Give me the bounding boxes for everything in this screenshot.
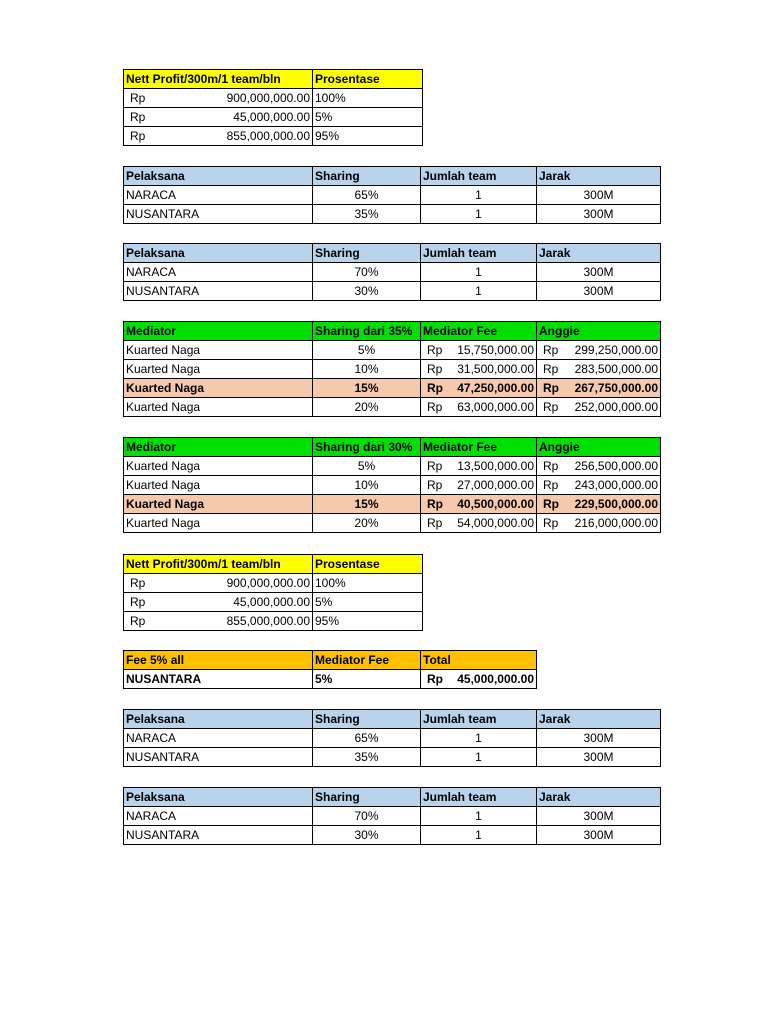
- sharing-cell[interactable]: 65%: [313, 186, 421, 205]
- header-cell[interactable]: Jumlah team: [421, 167, 537, 186]
- table-row: [124, 457, 661, 476]
- name-cell[interactable]: Kuarted Naga: [124, 457, 313, 476]
- name-cell[interactable]: Kuarted Naga: [124, 379, 313, 398]
- name-cell[interactable]: Kuarted Naga: [124, 341, 313, 360]
- sharing-cell[interactable]: 20%: [313, 398, 421, 417]
- pelaksana-table-1-header: [124, 167, 661, 186]
- sharing-cell[interactable]: 20%: [313, 514, 421, 533]
- header-cell[interactable]: Sharing: [313, 710, 421, 729]
- anggie-cell[interactable]: Rp 229,500,000.00: [537, 495, 661, 514]
- amount-cell[interactable]: Rp 45,000,000.00: [124, 108, 313, 127]
- amount-cell[interactable]: Rp 900,000,000.00: [124, 574, 313, 593]
- percent-cell[interactable]: 95%: [313, 612, 423, 631]
- fee-cell[interactable]: Rp 54,000,000.00: [421, 514, 537, 533]
- header-cell[interactable]: Sharing: [313, 788, 421, 807]
- team-cell[interactable]: 1: [421, 263, 537, 282]
- pelaksana-table-3: [123, 709, 661, 767]
- header-cell[interactable]: Fee 5% all: [124, 651, 313, 670]
- table-row: [124, 748, 661, 767]
- profit-table-1-header: [124, 70, 423, 89]
- fee-cell[interactable]: Rp 13,500,000.00: [421, 457, 537, 476]
- pelaksana-table-2-header: [124, 244, 661, 263]
- name-cell[interactable]: Kuarted Naga: [124, 514, 313, 533]
- table-row: [124, 108, 423, 127]
- name-cell[interactable]: NUSANTARA: [124, 205, 313, 224]
- header-cell[interactable]: Sharing: [313, 244, 421, 263]
- header-cell[interactable]: Jarak: [537, 167, 661, 186]
- anggie-cell[interactable]: Rp 216,000,000.00: [537, 514, 661, 533]
- jarak-cell[interactable]: 300M: [537, 205, 661, 224]
- team-cell[interactable]: 1: [421, 807, 537, 826]
- name-cell[interactable]: NUSANTARA: [124, 670, 313, 689]
- sharing-cell[interactable]: 65%: [313, 729, 421, 748]
- team-cell[interactable]: 1: [421, 748, 537, 767]
- table-row: [124, 360, 661, 379]
- team-cell[interactable]: 1: [421, 205, 537, 224]
- profit-table-2-header: [124, 555, 423, 574]
- table-row: [124, 729, 661, 748]
- jarak-cell[interactable]: 300M: [537, 729, 661, 748]
- pelaksana-table-4: [123, 787, 661, 845]
- fee-cell[interactable]: Rp 47,250,000.00: [421, 379, 537, 398]
- fee-cell[interactable]: Rp 27,000,000.00: [421, 476, 537, 495]
- percent-cell[interactable]: 100%: [313, 89, 423, 108]
- sharing-cell[interactable]: 5%: [313, 341, 421, 360]
- fee-cell[interactable]: Rp 63,000,000.00: [421, 398, 537, 417]
- team-cell[interactable]: 1: [421, 186, 537, 205]
- amount-cell[interactable]: Rp 900,000,000.00: [124, 89, 313, 108]
- header-cell[interactable]: Pelaksana: [124, 788, 313, 807]
- table-row: [124, 205, 661, 224]
- header-cell[interactable]: Sharing dari 35%: [313, 322, 421, 341]
- table-row: [124, 807, 661, 826]
- header-cell[interactable]: Pelaksana: [124, 167, 313, 186]
- sharing-cell[interactable]: 70%: [313, 263, 421, 282]
- header-cell[interactable]: Mediator: [124, 322, 313, 341]
- table-row: [124, 127, 423, 146]
- amount-cell[interactable]: Rp 855,000,000.00: [124, 127, 313, 146]
- table-row: [124, 826, 661, 845]
- fee-table: [123, 650, 537, 689]
- fee-cell[interactable]: Rp 31,500,000.00: [421, 360, 537, 379]
- anggie-cell[interactable]: Rp 256,500,000.00: [537, 457, 661, 476]
- table-row: [124, 670, 537, 689]
- sharing-cell[interactable]: 5%: [313, 457, 421, 476]
- sharing-cell[interactable]: 15%: [313, 495, 421, 514]
- header-cell[interactable]: Anggie: [537, 322, 661, 341]
- profit-table-2: [123, 554, 423, 631]
- header-cell[interactable]: Nett Profit/300m/1 team/bln: [124, 555, 313, 574]
- table-row: [124, 398, 661, 417]
- header-cell[interactable]: Sharing: [313, 167, 421, 186]
- header-cell[interactable]: Prosentase: [313, 555, 423, 574]
- table-row: [124, 476, 661, 495]
- sharing-cell[interactable]: 30%: [313, 282, 421, 301]
- table-row: [124, 341, 661, 360]
- sharing-cell[interactable]: 35%: [313, 748, 421, 767]
- header-cell[interactable]: Pelaksana: [124, 244, 313, 263]
- pelaksana-table-1: [123, 166, 661, 224]
- sharing-cell[interactable]: 70%: [313, 807, 421, 826]
- header-cell[interactable]: Jarak: [537, 710, 661, 729]
- sharing-cell[interactable]: 30%: [313, 826, 421, 845]
- percent-cell[interactable]: 100%: [313, 574, 423, 593]
- header-cell[interactable]: Nett Profit/300m/1 team/bln: [124, 70, 313, 89]
- header-cell[interactable]: Jarak: [537, 788, 661, 807]
- jarak-cell[interactable]: 300M: [537, 263, 661, 282]
- fee-cell[interactable]: Rp 40,500,000.00: [421, 495, 537, 514]
- header-cell[interactable]: Jarak: [537, 244, 661, 263]
- fee-cell[interactable]: 5%: [313, 670, 421, 689]
- table-row: [124, 612, 423, 631]
- header-cell[interactable]: Mediator Fee: [421, 438, 537, 457]
- fee-table-header: [124, 651, 537, 670]
- table-row: [124, 282, 661, 301]
- jarak-cell[interactable]: 300M: [537, 807, 661, 826]
- header-cell[interactable]: Jumlah team: [421, 244, 537, 263]
- name-cell[interactable]: NARACA: [124, 729, 313, 748]
- name-cell[interactable]: NARACA: [124, 186, 313, 205]
- profit-table-1: [123, 69, 423, 146]
- anggie-cell[interactable]: Rp 299,250,000.00: [537, 341, 661, 360]
- anggie-cell[interactable]: Rp 252,000,000.00: [537, 398, 661, 417]
- name-cell[interactable]: NARACA: [124, 263, 313, 282]
- name-cell[interactable]: NUSANTARA: [124, 282, 313, 301]
- table-row: [124, 186, 661, 205]
- table-row-highlighted: [124, 379, 661, 398]
- table-row: [124, 514, 661, 533]
- anggie-cell[interactable]: Rp 267,750,000.00: [537, 379, 661, 398]
- team-cell[interactable]: 1: [421, 826, 537, 845]
- name-cell[interactable]: NARACA: [124, 807, 313, 826]
- header-cell[interactable]: Pelaksana: [124, 710, 313, 729]
- name-cell[interactable]: Kuarted Naga: [124, 360, 313, 379]
- total-cell[interactable]: Rp 45,000,000.00: [421, 670, 537, 689]
- table-row: [124, 263, 661, 282]
- header-cell[interactable]: Mediator Fee: [421, 322, 537, 341]
- name-cell[interactable]: NUSANTARA: [124, 748, 313, 767]
- mediator-table-2: [123, 437, 661, 533]
- header-cell[interactable]: Jumlah team: [421, 710, 537, 729]
- team-cell[interactable]: 1: [421, 729, 537, 748]
- name-cell[interactable]: Kuarted Naga: [124, 495, 313, 514]
- jarak-cell[interactable]: 300M: [537, 282, 661, 301]
- amount-cell[interactable]: Rp 45,000,000.00: [124, 593, 313, 612]
- header-cell[interactable]: Prosentase: [313, 70, 423, 89]
- mediator-table-1-header: [124, 322, 661, 341]
- amount-cell[interactable]: Rp 855,000,000.00: [124, 612, 313, 631]
- pelaksana-table-2: [123, 243, 661, 301]
- sharing-cell[interactable]: 10%: [313, 476, 421, 495]
- sharing-cell[interactable]: 15%: [313, 379, 421, 398]
- table-row: [124, 593, 423, 612]
- percent-cell[interactable]: 5%: [313, 108, 423, 127]
- table-row: [124, 89, 423, 108]
- pelaksana-table-3-header: [124, 710, 661, 729]
- pelaksana-table-4-header: [124, 788, 661, 807]
- mediator-table-2-header: [124, 438, 661, 457]
- percent-cell[interactable]: 95%: [313, 127, 423, 146]
- name-cell[interactable]: NUSANTARA: [124, 826, 313, 845]
- header-cell[interactable]: Anggie: [537, 438, 661, 457]
- sharing-cell[interactable]: 35%: [313, 205, 421, 224]
- anggie-cell[interactable]: Rp 243,000,000.00: [537, 476, 661, 495]
- sharing-cell[interactable]: 10%: [313, 360, 421, 379]
- header-cell[interactable]: Total: [421, 651, 537, 670]
- header-cell[interactable]: Mediator: [124, 438, 313, 457]
- percent-cell[interactable]: 5%: [313, 593, 423, 612]
- jarak-cell[interactable]: 300M: [537, 186, 661, 205]
- mediator-table-1: [123, 321, 661, 417]
- header-cell[interactable]: Mediator Fee: [313, 651, 421, 670]
- table-row: [124, 574, 423, 593]
- name-cell[interactable]: Kuarted Naga: [124, 398, 313, 417]
- jarak-cell[interactable]: 300M: [537, 748, 661, 767]
- fee-cell[interactable]: Rp 15,750,000.00: [421, 341, 537, 360]
- name-cell[interactable]: Kuarted Naga: [124, 476, 313, 495]
- header-cell[interactable]: Jumlah team: [421, 788, 537, 807]
- jarak-cell[interactable]: 300M: [537, 826, 661, 845]
- table-row-highlighted: [124, 495, 661, 514]
- team-cell[interactable]: 1: [421, 282, 537, 301]
- anggie-cell[interactable]: Rp 283,500,000.00: [537, 360, 661, 379]
- header-cell[interactable]: Sharing dari 30%: [313, 438, 421, 457]
